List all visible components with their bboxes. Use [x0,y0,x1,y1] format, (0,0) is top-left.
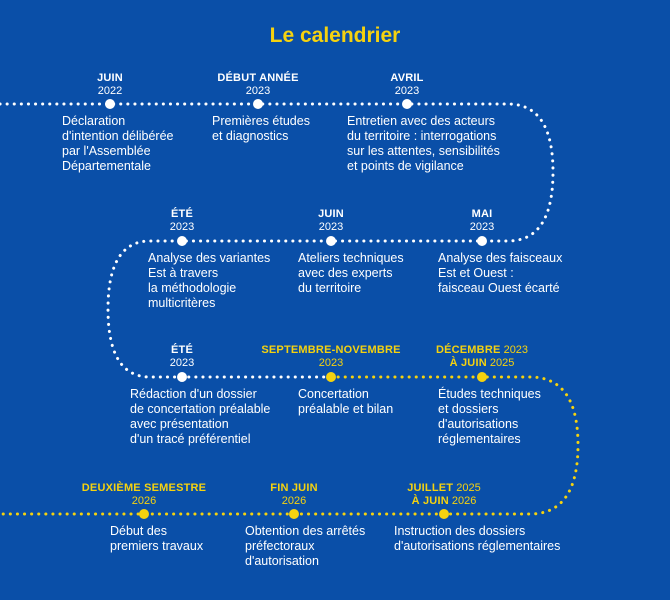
milestone-date: JUIN 2023 [318,208,344,233]
milestone-dot [326,372,336,382]
milestone-description: Ateliers techniques avec des experts du territoire [298,251,404,295]
milestone-description: Entretien avec des acteurs du territoire : interrogations sur les attentes, sensibilités et points de vigilance [347,114,500,173]
milestone-date: AVRIL 2023 [390,72,424,97]
milestone-dot [177,236,187,246]
milestone-description: Concertation préalable et bilan [298,387,394,416]
milestone-dot [439,509,449,519]
milestone-description: Rédaction d'un dossier de concertation préalable avec présentation d'un tracé préférentiel [130,387,271,446]
milestone-description: Obtention des arrêtés préfectoraux d'autorisation [245,524,366,568]
milestone-dot [402,99,412,109]
milestone-description: Déclaration d'intention délibérée par l'Assemblée Départementale [62,114,174,173]
milestone-date: JUIN 2022 [97,72,123,97]
milestone-dot [177,372,187,382]
milestone-dot [477,236,487,246]
milestone-dot [139,509,149,519]
milestone-date: MAI 2023 [469,208,495,233]
milestone-dot [253,99,263,109]
page-title: Le calendrier [269,24,401,47]
milestone-date: DEUXIÈME SEMESTRE 2026 [81,482,207,507]
milestone-dot [477,372,487,382]
milestone-description: Premières études et diagnostics [212,114,310,143]
milestone-date: SEPTEMBRE-NOVEMBRE 2023 [261,344,401,369]
milestone-date: FIN JUIN 2026 [270,482,318,507]
milestone-date: DÉCEMBRE 2023 À JUIN 2025 [435,344,529,369]
milestone-dot [326,236,336,246]
milestone-description: Analyse des variantes Est à travers la méthodologie multicritères [148,251,271,310]
milestone-dot [105,99,115,109]
milestone-description: Début des premiers travaux [110,524,204,553]
milestone-description: Études techniques et dossiers d'autorisations réglementaires [438,387,541,446]
milestone-description: Analyse des faisceaux Est et Ouest : faisceau Ouest écarté [438,251,563,295]
milestone-description: Instruction des dossiers d'autorisations réglementaires [394,524,561,553]
milestone-date: DÉBUT ANNÉE 2023 [217,72,299,97]
milestone-date: JUILLET 2025 À JUIN 2026 [407,482,481,507]
milestone-date: ÉTÉ 2023 [169,208,195,233]
milestone-date: ÉTÉ 2023 [169,344,195,369]
milestone-dot [289,509,299,519]
